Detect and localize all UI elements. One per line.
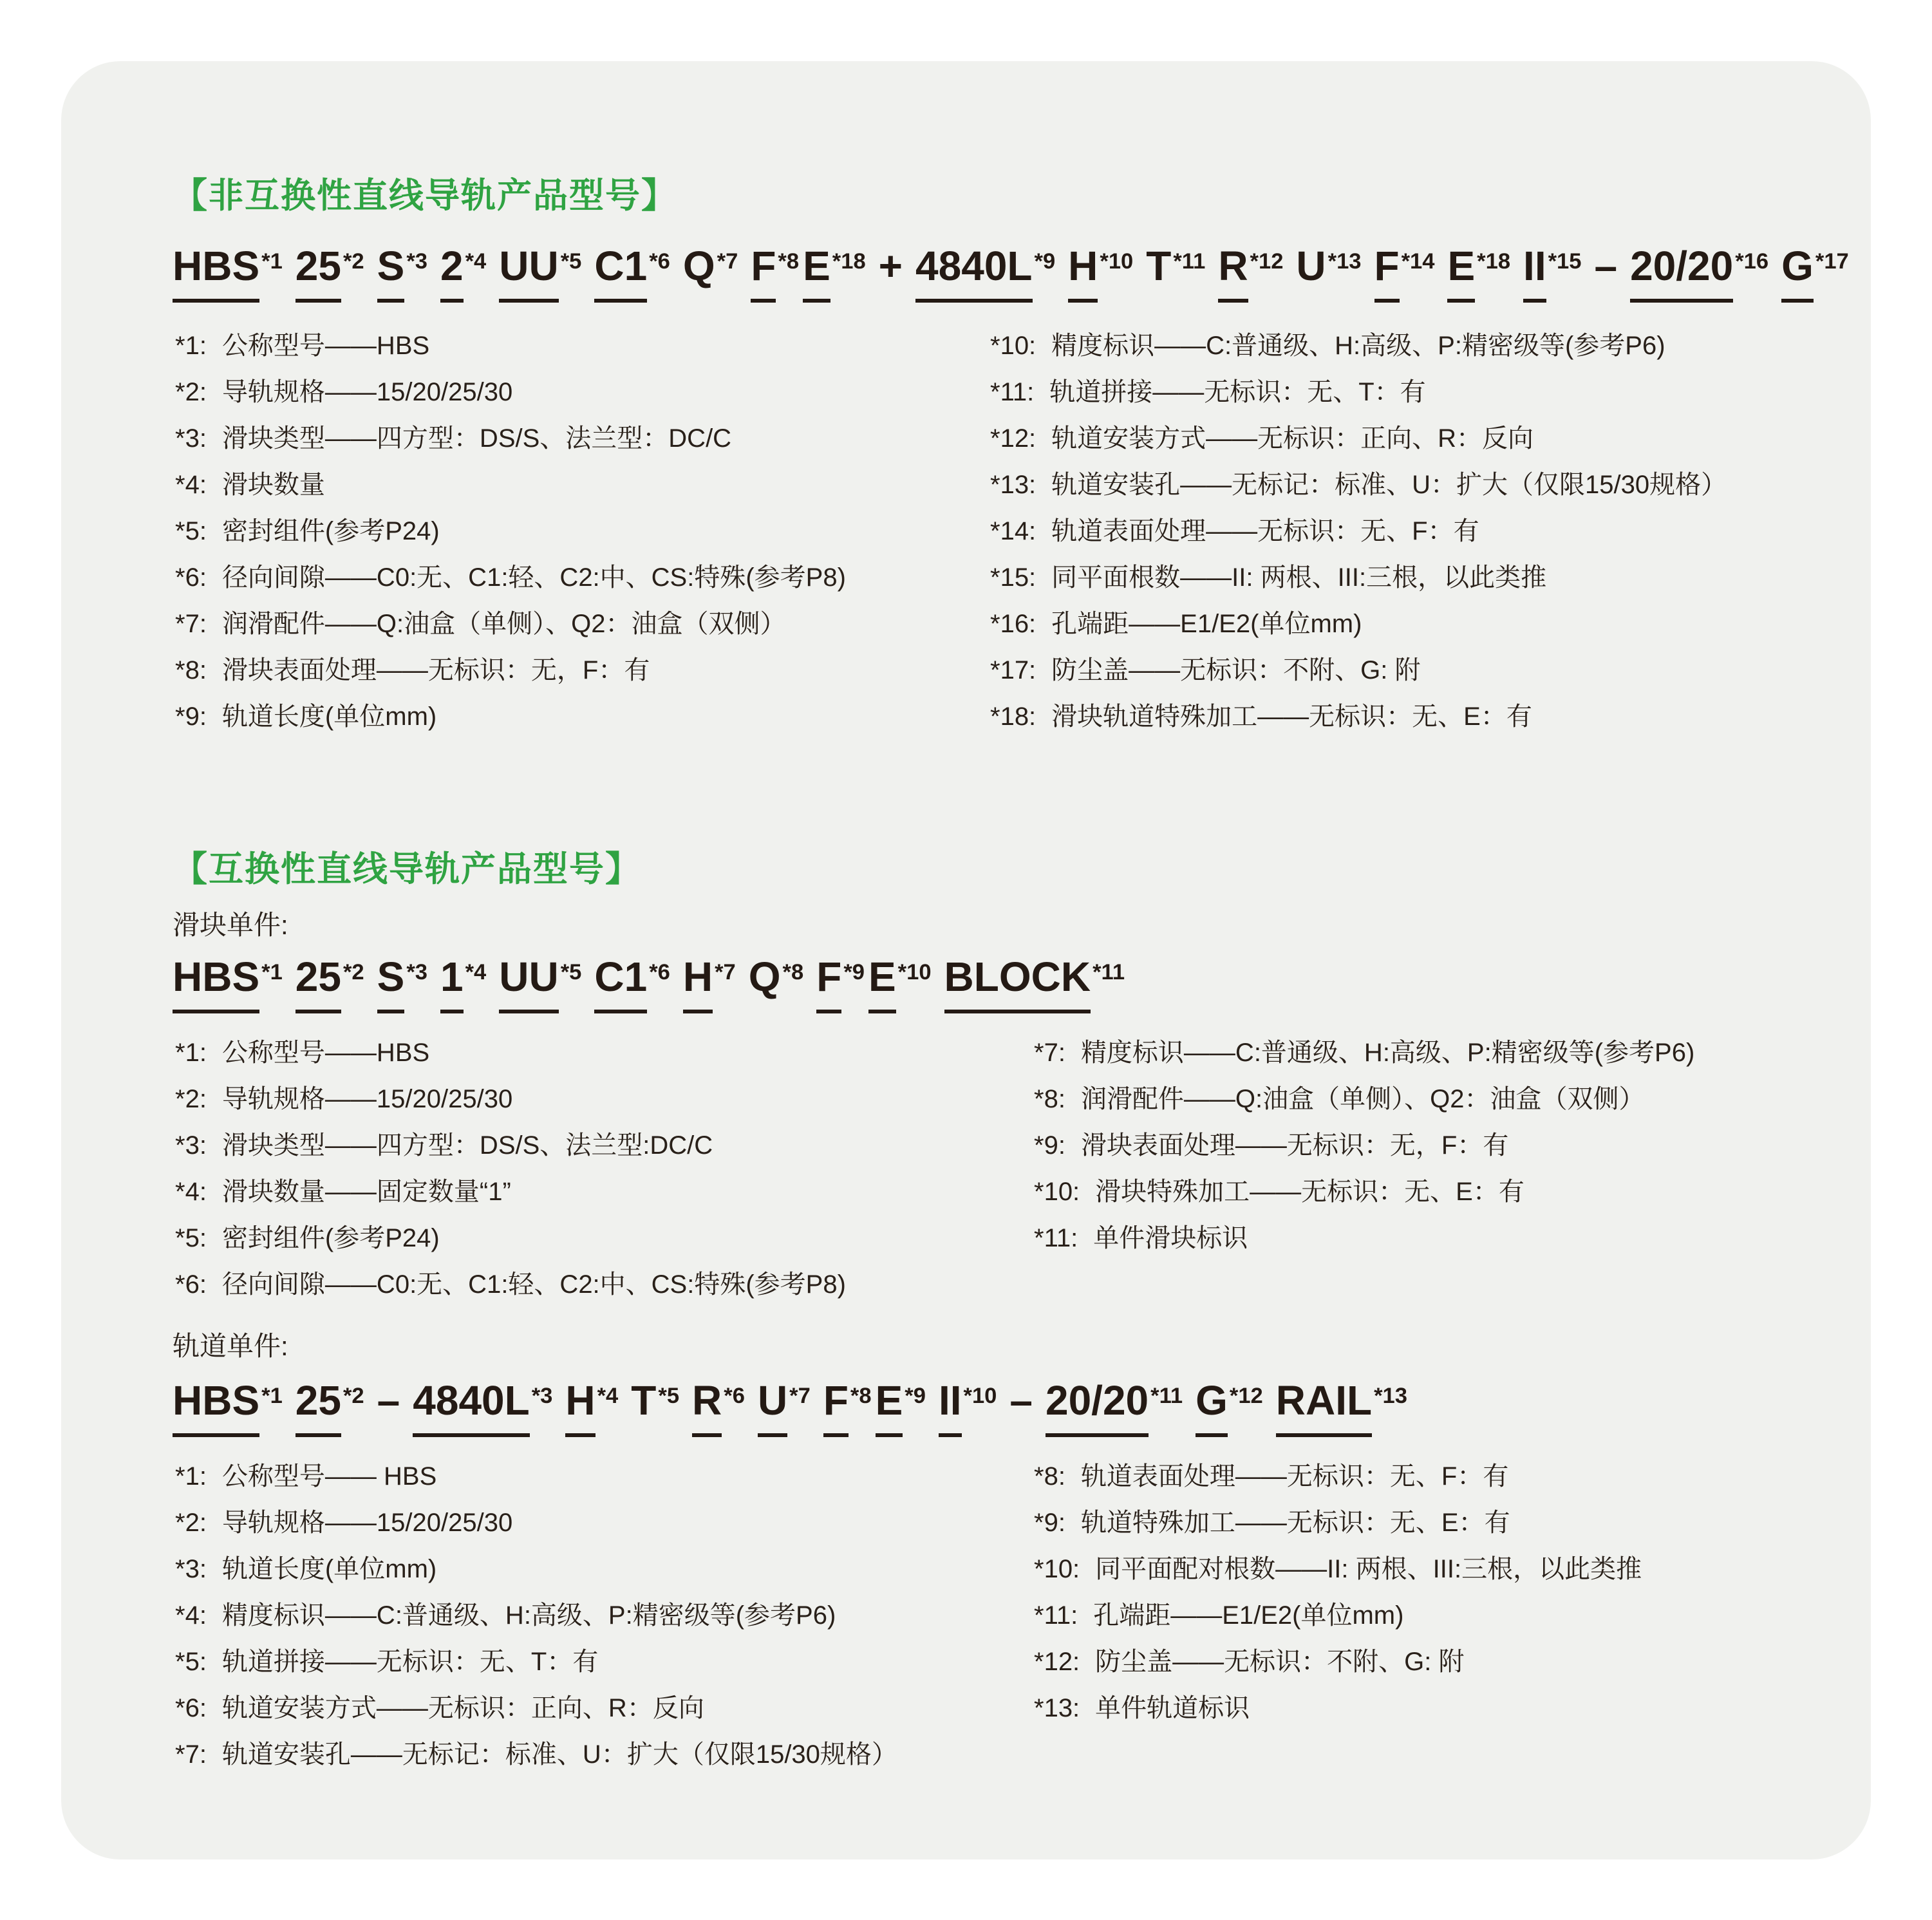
footnote-row — [175, 657, 846, 684]
footnote-number: *12: — [990, 424, 1036, 453]
footnote-number: *2: — [175, 1085, 207, 1113]
footnote-number: *10: — [1034, 1555, 1080, 1583]
footnote-row — [1034, 1556, 1642, 1583]
footnote-text: 公称型号——HBS — [221, 332, 430, 360]
model-segment — [499, 954, 581, 1013]
footnote-number: *5: — [175, 1224, 207, 1252]
footnote-row — [175, 425, 846, 452]
footnote-row — [990, 703, 1727, 730]
model-segment — [876, 1378, 926, 1437]
footnote-row — [990, 471, 1727, 498]
model-segment-text: R — [1218, 243, 1248, 303]
footnote-row — [175, 1132, 846, 1159]
model-segment — [823, 1378, 872, 1437]
footnote-number: *7: — [175, 1740, 207, 1769]
section1-title: 【非互换性直线导轨产品型号】 — [173, 176, 677, 215]
model-segment-text: G — [1196, 1378, 1228, 1437]
footnote-number: *8: — [175, 656, 207, 684]
footnote-row — [175, 471, 846, 498]
model-footnote-marker: *4 — [465, 960, 487, 985]
footnote-number: *10: — [990, 332, 1036, 360]
model-line-non-interchangeable — [173, 243, 1862, 303]
section1-footnotes-right — [990, 332, 1727, 749]
model-segment-text: HBS — [173, 954, 259, 1013]
footnote-number: *13: — [1034, 1694, 1080, 1722]
model-segment — [915, 243, 1055, 303]
model-footnote-marker: *14 — [1401, 249, 1435, 274]
model-segment-text: C1 — [594, 954, 647, 1013]
model-segment-text: 20/20 — [1630, 243, 1733, 303]
model-footnote-marker: *4 — [465, 249, 487, 274]
footnote-text: 同平面根数——II: 两根、III:三根，以此类推 — [1051, 563, 1547, 592]
footnote-number: *9: — [175, 702, 207, 731]
footnote-text: 轨道长度(单位mm) — [221, 702, 437, 731]
model-line-block-unit — [173, 954, 1138, 1013]
footnote-row — [175, 1463, 897, 1490]
model-segment — [1046, 1378, 1183, 1437]
model-segment — [173, 954, 283, 1013]
model-segment — [1218, 243, 1283, 303]
block-footnotes-right — [1034, 1039, 1694, 1271]
model-footnote-marker: *9 — [1034, 249, 1056, 274]
model-segment-text: 25 — [295, 954, 341, 1013]
footnote-text: 防尘盖——无标识：不附、G: 附 — [1095, 1648, 1465, 1676]
model-segment — [1447, 243, 1510, 303]
model-footnote-marker: *4 — [597, 1384, 619, 1409]
footnote-number: *13: — [990, 471, 1036, 499]
model-segment-text: H — [565, 1378, 595, 1437]
model-segment-text: 20/20 — [1046, 1378, 1149, 1437]
model-segment — [1296, 243, 1361, 303]
footnote-number: *12: — [1034, 1648, 1080, 1676]
model-footnote-marker: *8 — [850, 1384, 872, 1409]
footnote-number: *17: — [990, 656, 1036, 684]
footnote-row — [1034, 1132, 1694, 1159]
footnote-number: *1: — [175, 332, 207, 360]
model-footnote-marker: *1 — [261, 960, 283, 985]
model-segment-text: U — [1296, 243, 1326, 289]
model-segment — [173, 1378, 283, 1437]
footnote-text: 轨道拼接——无标识：无、T：有 — [1049, 378, 1426, 406]
footnote-number: *4: — [175, 471, 207, 499]
model-segment — [1276, 1378, 1407, 1437]
model-segment-text: RAIL — [1276, 1378, 1372, 1437]
model-segment — [440, 243, 486, 303]
footnote-row — [175, 518, 846, 545]
model-segment-text: II — [1523, 243, 1546, 303]
model-segment-text: T — [631, 1377, 657, 1424]
model-segment-text: – — [1009, 1377, 1033, 1424]
footnote-number: *11: — [1034, 1601, 1078, 1630]
section1-footnotes-left — [175, 332, 846, 749]
footnote-row — [175, 1602, 897, 1629]
model-segment — [803, 243, 866, 303]
model-segment-text: 1 — [440, 954, 464, 1013]
model-segment-text: 25 — [295, 243, 341, 303]
model-segment — [683, 954, 736, 1013]
footnote-text: 滑块类型——四方型：DS/S、法兰型：DC/C — [221, 424, 732, 453]
footnote-row — [1034, 1648, 1642, 1675]
model-segment-text: F — [823, 1378, 849, 1437]
footnote-row — [175, 1086, 846, 1113]
model-footnote-marker: *17 — [1815, 249, 1849, 274]
footnote-text: 密封组件(参考P24) — [221, 1224, 440, 1252]
model-segment — [295, 1378, 364, 1437]
model-segment-text: T — [1146, 243, 1172, 289]
model-footnote-marker: *1 — [261, 249, 283, 274]
model-segment-text: S — [377, 243, 405, 303]
footnote-number: *3: — [175, 424, 207, 453]
footnote-text: 轨道安装孔——无标记：标准、U：扩大（仅限15/30规格） — [1051, 471, 1727, 499]
footnote-text: 轨道拼接——无标识：无、T：有 — [221, 1648, 599, 1676]
model-segment-text: G — [1781, 243, 1814, 303]
model-footnote-marker: *5 — [560, 249, 582, 274]
model-footnote-marker: *3 — [406, 960, 428, 985]
model-segment-text: C1 — [594, 243, 647, 303]
footnote-text: 径向间隙——C0:无、C1:轻、C2:中、CS:特殊(参考P8) — [221, 563, 846, 592]
model-footnote-marker: *18 — [832, 249, 866, 274]
rail-footnotes-right — [1034, 1463, 1642, 1741]
model-segment — [594, 243, 670, 303]
footnote-text: 轨道表面处理——无标识：无、F：有 — [1051, 517, 1479, 545]
model-footnote-marker: *18 — [1477, 249, 1511, 274]
model-segment — [440, 954, 486, 1013]
model-segment — [1196, 1378, 1263, 1437]
footnote-text: 导轨规格——15/20/25/30 — [221, 1509, 513, 1537]
footnote-row — [990, 332, 1727, 359]
model-footnote-marker: *3 — [406, 249, 428, 274]
model-segment-text: UU — [499, 954, 558, 1013]
footnote-row — [175, 332, 846, 359]
model-segment — [1781, 243, 1849, 303]
rail-unit-label: 轨道单件: — [173, 1331, 288, 1361]
model-footnote-marker: *8 — [778, 249, 800, 274]
model-segment-text: – — [377, 1377, 400, 1424]
model-segment — [1594, 243, 1617, 303]
footnote-text: 导轨规格——15/20/25/30 — [221, 1085, 513, 1113]
model-footnote-marker: *11 — [1173, 249, 1206, 274]
model-footnote-marker: *1 — [261, 1384, 283, 1409]
footnote-text: 润滑配件——Q:油盒（单侧）、Q2：油盒（双侧） — [1080, 1085, 1645, 1113]
footnote-text: 同平面配对根数——II: 两根、III:三根，以此类推 — [1095, 1555, 1642, 1583]
footnote-number: *7: — [175, 610, 207, 638]
footnote-row — [990, 610, 1727, 637]
model-segment-text: – — [1594, 243, 1618, 289]
footnote-text: 密封组件(参考P24) — [221, 517, 440, 545]
footnote-text: 滑块特殊加工——无标识：无、E：有 — [1095, 1178, 1524, 1206]
block-unit-label: 滑块单件: — [173, 910, 288, 940]
footnote-row — [990, 518, 1727, 545]
model-segment — [377, 243, 427, 303]
footnote-row — [175, 564, 846, 591]
model-footnote-marker: *12 — [1229, 1384, 1263, 1409]
model-segment — [944, 954, 1125, 1013]
footnote-text: 轨道安装方式——无标识：正向、R：反向 — [1051, 424, 1534, 453]
model-footnote-marker: *6 — [724, 1384, 745, 1409]
footnote-row — [175, 1695, 897, 1722]
model-footnote-marker: *9 — [843, 960, 865, 985]
model-segment-text: U — [758, 1378, 787, 1437]
footnote-row — [175, 1648, 897, 1675]
footnote-text: 轨道表面处理——无标识：无、F：有 — [1080, 1462, 1509, 1491]
footnote-row — [990, 425, 1727, 452]
model-segment-text: E — [876, 1378, 903, 1437]
model-line-rail-unit — [173, 1378, 1420, 1437]
model-segment — [499, 243, 581, 303]
footnote-text: 润滑配件——Q:油盒（单侧）、Q2：油盒（双侧） — [221, 610, 786, 638]
model-footnote-marker: *2 — [342, 1384, 364, 1409]
model-segment-text: H — [1068, 243, 1098, 303]
model-segment-text: 4840L — [915, 243, 1032, 303]
footnote-number: *3: — [175, 1131, 207, 1160]
model-footnote-marker: *7 — [717, 249, 738, 274]
model-segment-text: 2 — [440, 243, 464, 303]
footnote-text: 单件滑块标识 — [1093, 1224, 1248, 1252]
footnote-number: *16: — [990, 610, 1036, 638]
footnote-number: *5: — [175, 517, 207, 545]
model-segment-text: H — [683, 954, 713, 1013]
footnote-text: 轨道安装孔——无标记：标准、U：扩大（仅限15/30规格） — [221, 1740, 897, 1769]
model-footnote-marker: *11 — [1150, 1384, 1183, 1409]
model-segment — [413, 1378, 552, 1437]
model-segment-text: BLOCK — [944, 954, 1091, 1013]
footnote-text: 公称型号——HBS — [221, 1039, 430, 1067]
footnote-row — [175, 1741, 897, 1768]
footnote-number: *11: — [990, 378, 1035, 406]
footnote-number: *1: — [175, 1039, 207, 1067]
footnote-number: *8: — [1034, 1085, 1065, 1113]
model-segment-text: R — [692, 1378, 722, 1437]
model-segment-text: Q — [748, 954, 781, 1000]
model-footnote-marker: *15 — [1548, 249, 1582, 274]
footnote-number: *3: — [175, 1555, 207, 1583]
model-footnote-marker: *7 — [715, 960, 736, 985]
model-segment — [1146, 243, 1205, 303]
model-segment — [683, 243, 738, 303]
model-footnote-marker: *12 — [1250, 249, 1284, 274]
model-footnote-marker: *6 — [649, 960, 670, 985]
model-footnote-marker: *9 — [905, 1384, 926, 1409]
footnote-row — [175, 703, 846, 730]
model-segment — [295, 954, 364, 1013]
model-footnote-marker: *10 — [1100, 249, 1134, 274]
model-segment — [377, 954, 427, 1013]
model-segment-text: 25 — [295, 1378, 341, 1437]
footnote-number: *11: — [1034, 1224, 1078, 1252]
footnote-row — [175, 610, 846, 637]
model-segment — [868, 954, 932, 1013]
model-segment-text: F — [1374, 243, 1400, 303]
model-segment-text: II — [939, 1378, 962, 1437]
footnote-row — [175, 1039, 846, 1066]
model-segment-text: HBS — [173, 1378, 259, 1437]
rail-footnotes-left — [175, 1463, 897, 1787]
footnote-text: 精度标识——C:普通级、H:高级、P:精密级等(参考P6) — [1051, 332, 1665, 360]
footnote-row — [1034, 1695, 1642, 1722]
model-segment — [692, 1378, 745, 1437]
model-segment — [631, 1378, 679, 1437]
model-segment-text: E — [803, 243, 830, 303]
model-segment-text: UU — [499, 243, 558, 303]
model-footnote-marker: *5 — [560, 960, 582, 985]
model-segment — [1630, 243, 1768, 303]
footnote-number: *8: — [1034, 1462, 1065, 1491]
footnote-number: *7: — [1034, 1039, 1065, 1067]
model-footnote-marker: *8 — [782, 960, 804, 985]
footnote-text: 单件轨道标识 — [1095, 1694, 1250, 1722]
model-footnote-marker: *10 — [963, 1384, 997, 1409]
footnote-number: *2: — [175, 378, 207, 406]
footnote-text: 孔端距——E1/E2(单位mm) — [1093, 1601, 1404, 1630]
model-segment-text: 4840L — [413, 1378, 529, 1437]
model-segment — [758, 1378, 811, 1437]
footnote-text: 滑块数量——固定数量“1” — [221, 1178, 511, 1206]
model-segment-text: F — [751, 243, 776, 303]
model-segment — [939, 1378, 997, 1437]
footnote-text: 径向间隙——C0:无、C1:轻、C2:中、CS:特殊(参考P8) — [221, 1270, 846, 1299]
model-footnote-marker: *10 — [897, 960, 932, 985]
footnote-text: 轨道长度(单位mm) — [221, 1555, 437, 1583]
model-segment-text: + — [878, 243, 903, 289]
model-footnote-marker: *13 — [1327, 249, 1362, 274]
footnote-number: *15: — [990, 563, 1036, 592]
footnote-number: *1: — [175, 1462, 207, 1491]
footnote-text: 滑块表面处理——无标识：无，F：有 — [221, 656, 650, 684]
footnote-text: 导轨规格——15/20/25/30 — [221, 378, 513, 406]
footnote-row — [1034, 1225, 1694, 1252]
model-segment-text: Q — [682, 243, 715, 289]
footnote-text: 公称型号—— HBS — [221, 1462, 437, 1491]
footnote-text: 防尘盖——无标识：不附、G: 附 — [1051, 656, 1421, 684]
model-segment — [751, 243, 799, 303]
footnote-text: 轨道特殊加工——无标识：无、E：有 — [1080, 1509, 1510, 1537]
footnote-row — [1034, 1463, 1642, 1490]
model-segment — [173, 243, 283, 303]
model-footnote-marker: *13 — [1374, 1384, 1407, 1409]
footnote-number: *4: — [175, 1178, 207, 1206]
model-segment-text: HBS — [173, 243, 259, 303]
footnote-row — [1034, 1509, 1642, 1536]
footnote-text: 轨道安装方式——无标识：正向、R：反向 — [221, 1694, 704, 1722]
model-segment — [1523, 243, 1581, 303]
footnote-row — [1034, 1039, 1694, 1066]
footnote-number: *6: — [175, 1270, 207, 1299]
footnote-text: 孔端距——E1/E2(单位mm) — [1051, 610, 1362, 638]
footnote-text: 精度标识——C:普通级、H:高级、P:精密级等(参考P6) — [221, 1601, 836, 1630]
model-footnote-marker: *5 — [658, 1384, 680, 1409]
model-segment — [594, 954, 670, 1013]
footnote-text: 滑块类型——四方型：DS/S、法兰型:DC/C — [221, 1131, 713, 1160]
model-segment — [295, 243, 364, 303]
footnote-row — [175, 1178, 846, 1205]
model-footnote-marker: *6 — [649, 249, 670, 274]
model-segment — [879, 243, 903, 303]
model-segment — [749, 954, 803, 1013]
footnote-text: 滑块轨道特殊加工——无标识：无、E：有 — [1051, 702, 1532, 731]
footnote-row — [175, 1271, 846, 1298]
footnote-row — [175, 1225, 846, 1252]
model-footnote-marker: *2 — [342, 960, 364, 985]
model-segment — [565, 1378, 618, 1437]
model-footnote-marker: *3 — [531, 1384, 553, 1409]
footnote-text: 滑块表面处理——无标识：无，F：有 — [1080, 1131, 1509, 1160]
block-footnotes-left — [175, 1039, 846, 1317]
footnote-text: 精度标识——C:普通级、H:高级、P:精密级等(参考P6) — [1080, 1039, 1695, 1067]
model-footnote-marker: *2 — [342, 249, 364, 274]
model-segment-text: E — [1447, 243, 1475, 303]
model-segment-text: S — [377, 954, 405, 1013]
footnote-row — [175, 1556, 897, 1583]
section2-title: 【互换性直线导轨产品型号】 — [173, 850, 641, 889]
model-footnote-marker: *11 — [1093, 960, 1125, 985]
footnote-text: 滑块数量 — [221, 471, 325, 499]
footnote-row — [1034, 1178, 1694, 1205]
footnote-number: *2: — [175, 1509, 207, 1537]
footnote-number: *10: — [1034, 1178, 1080, 1206]
footnote-row — [990, 657, 1727, 684]
footnote-number: *5: — [175, 1648, 207, 1676]
model-segment-text: E — [868, 954, 896, 1013]
footnote-row — [175, 1509, 897, 1536]
footnote-number: *4: — [175, 1601, 207, 1630]
footnote-row — [990, 379, 1727, 406]
model-segment — [377, 1378, 400, 1437]
footnote-number: *18: — [990, 702, 1036, 731]
model-footnote-marker: *16 — [1735, 249, 1769, 274]
model-segment-text: F — [816, 954, 841, 1013]
model-segment — [1374, 243, 1435, 303]
footnote-row — [1034, 1086, 1694, 1113]
model-segment — [1009, 1378, 1033, 1437]
footnote-number: *9: — [1034, 1131, 1065, 1160]
footnote-row — [1034, 1602, 1642, 1629]
footnote-number: *9: — [1034, 1509, 1065, 1537]
model-segment — [816, 954, 865, 1013]
footnote-row — [175, 379, 846, 406]
footnote-number: *14: — [990, 517, 1036, 545]
footnote-number: *6: — [175, 1694, 207, 1722]
model-segment — [1068, 243, 1133, 303]
model-footnote-marker: *7 — [789, 1384, 811, 1409]
footnote-number: *6: — [175, 563, 207, 592]
footnote-row — [990, 564, 1727, 591]
